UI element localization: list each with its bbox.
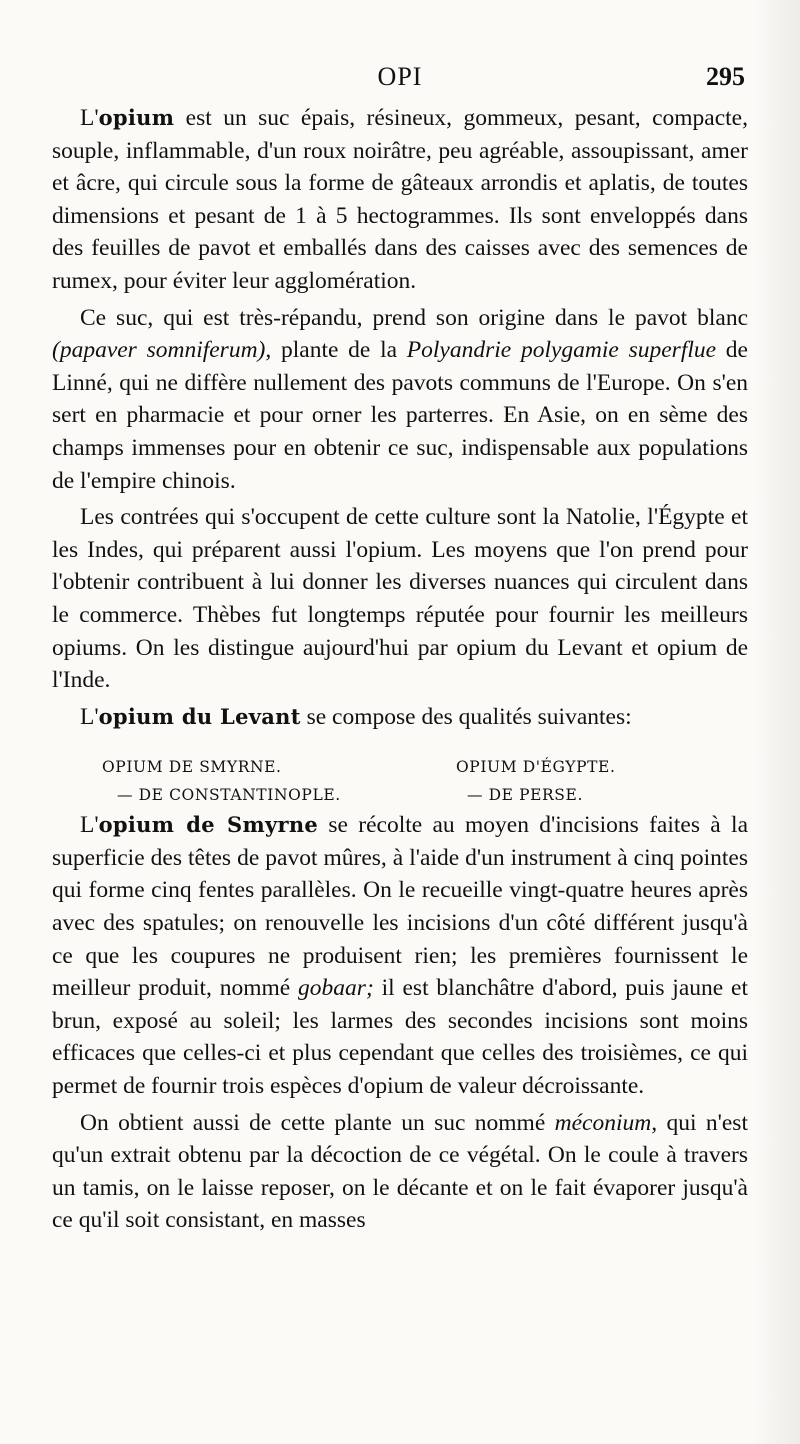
italic-gobaar: gobaar; — [298, 975, 374, 1002]
page-number: 295 — [706, 62, 745, 91]
italic-classification: Polyandrie polygamie superflue — [406, 337, 717, 364]
variety-egypte: OPIUM D'ÉGYPTE. — [456, 758, 616, 777]
page-edge-shadow — [754, 0, 800, 1444]
variety-constantinople: — DE CONSTANTINOPLE. — [117, 786, 341, 805]
paragraph-origin — [52, 302, 748, 498]
paragraph-text: se récolte au moyen d'incisions faites à la superficie des têtes de pavot mûres, à l'aide d'un instrument à cinq pointes qui forme cinq fentes parallèles. On le recueille vingt-quatre heures après avec des spatules; on renouvelle les incisions d'un côté différent jusqu'à ce que les coupures ne produisent rien; les premières fournissent le meilleur produit, nommé — [52, 812, 749, 1002]
italic-meconium: méconium, — [554, 1109, 658, 1136]
paragraph-opium-definition — [52, 102, 748, 298]
body-text — [52, 102, 748, 1237]
paragraph-text: Les contrées qui s'occupent de cette culture sont la Natolie, l'Égypte et les Indes, qui préparent aussi l'opium. Les moyens que l'on prend pour l'obtenir contribuent à lui donner les diverses nuances qui circulent dans le commerce. Thèbes fut longtemps réputée pour fournir les meilleurs opiums. On les distingue aujourd'hui par opium du Levant et opium de l'Inde. — [52, 504, 748, 694]
paragraph-regions — [52, 501, 748, 697]
paragraph-meconium — [52, 1107, 748, 1237]
term-prefix: L' — [80, 703, 99, 730]
variety-smyrne: OPIUM DE SMYRNE. — [102, 758, 282, 777]
varieties-list — [52, 737, 748, 809]
variety-perse: — DE PERSE. — [467, 786, 583, 805]
paragraph-smyrne — [52, 809, 748, 1102]
paragraph-text: il est blanchâtre d'abord, puis jaune et brun, exposé au soleil; les larmes des secondes incisions sont moins efficaces que celles-ci et plus cependant que celles des troisièmes, ce qui permet de fournir trois espèces d'opium de valeur décroissante. — [52, 975, 748, 1100]
term-prefix: L' — [80, 812, 99, 839]
term-opium: opium — [98, 105, 175, 130]
term-prefix: L' — [80, 105, 99, 131]
paragraph-text: On obtient aussi de cette plante un suc nommé — [80, 1109, 555, 1136]
paragraph-text: Ce suc, qui est très-répandu, prend son origine dans le pavot blanc — [80, 304, 748, 331]
term-opium-de-smyrne: opium de Smyrne — [98, 812, 319, 838]
page-header — [0, 62, 800, 96]
term-opium-du-levant: opium du Levant — [98, 703, 301, 729]
paragraph-levant — [52, 701, 748, 734]
paragraph-text: est un suc épais, résineux, gommeux, pesant, compacte, souple, inflammable, d'un roux noirâtre, peu agréable, assoupissant, amer et âcre, qui circule sous la forme de gâteaux arrondis et aplatis, de toutes dimensions et pesant de 1 à 5 hectogrammes. Ils sont enveloppés dans des feuilles de pavot et emballés dans des caisses avec des semences de rumex, pour éviter leur agglomération. — [52, 105, 748, 294]
paragraph-text: plante de la — [271, 337, 407, 364]
paragraph-text: qui n'est qu'un extrait obtenu par la décoction de ce végétal. On le coule à travers un tamis, on le laisse reposer, on le décante et on le fait évaporer jusqu'à ce qu'il soit consistant, en masses — [52, 1109, 748, 1234]
paragraph-text: de Linné, qui ne diffère nullement des pavots communs de l'Europe. On s'en sert en pharmacie et pour orner les parterres. En Asie, on en sème des champs immenses pour en obtenir ce suc, indispensable aux populations de l'empire chinois. — [52, 337, 748, 494]
italic-latin-name: (papaver somniferum), — [52, 337, 272, 364]
paragraph-text: se compose des qualités suivantes: — [300, 703, 632, 730]
running-head: OPI — [377, 62, 423, 91]
